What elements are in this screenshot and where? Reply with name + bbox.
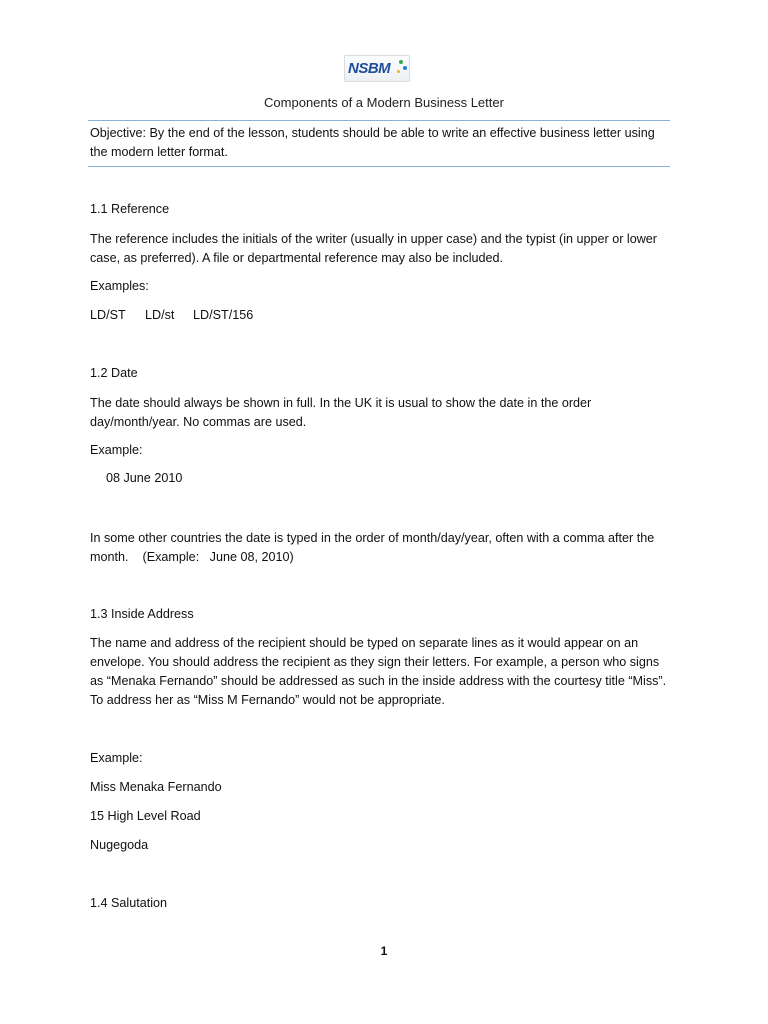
nsbm-logo <box>344 55 410 82</box>
section-heading-date: 1.2 Date <box>90 366 138 380</box>
section-heading-salutation: 1.4 Salutation <box>90 896 168 910</box>
page-number: 1 <box>380 944 388 958</box>
reference-example: LD/ST <box>90 308 126 322</box>
address-line: Nugegoda <box>90 838 149 852</box>
section-heading-reference: 1.1 Reference <box>90 202 170 216</box>
objective-bottom-rule <box>88 166 670 167</box>
reference-example: LD/ST/156 <box>193 308 254 322</box>
date-other-countries: In some other countries the date is typed in the order of month/day/year, often with a comma after the month. (Example: June 08, 2010) <box>90 531 658 564</box>
reference-examples-label: Examples: <box>90 279 149 293</box>
logo-dot-yellow <box>397 70 400 73</box>
document-title: Components of a Modern Business Letter <box>264 95 504 110</box>
reference-examples <box>90 308 253 322</box>
date-body: The date should always be shown in full. In the UK it is usual to show the date in the order day/month/year. No commas are used. <box>90 396 592 429</box>
inside-address-body: The name and address of the recipient should be typed on separate lines as it would appear on an envelope. You should address the recipient as they sign their letters. For example, a person who signs as “Menaka Fernando” should be addressed as such in the inside address with the courtesy title “Miss”. To address her as “Miss M Fernando” would not be appropriate. <box>90 636 667 707</box>
address-line: Miss Menaka Fernando <box>90 780 222 794</box>
reference-example: LD/st <box>145 308 175 322</box>
logo-text: NSBM <box>348 60 391 77</box>
objective-top-rule <box>88 120 670 121</box>
date-example-label: Example: <box>90 443 143 457</box>
objective-text: Objective: By the end of the lesson, students should be able to write an effective business letter using the modern letter format. <box>90 126 655 159</box>
logo-dot-green <box>399 60 403 64</box>
logo-dot-blue <box>403 66 407 70</box>
date-example: 08 June 2010 <box>106 471 183 485</box>
section-heading-inside-address: 1.3 Inside Address <box>90 607 194 621</box>
reference-body: The reference includes the initials of the writer (usually in upper case) and the typist (in upper or lower case, as preferred). A file or departmental reference may also be included. <box>90 232 658 265</box>
inside-address-example-label: Example: <box>90 751 143 765</box>
address-line: 15 High Level Road <box>90 809 201 823</box>
